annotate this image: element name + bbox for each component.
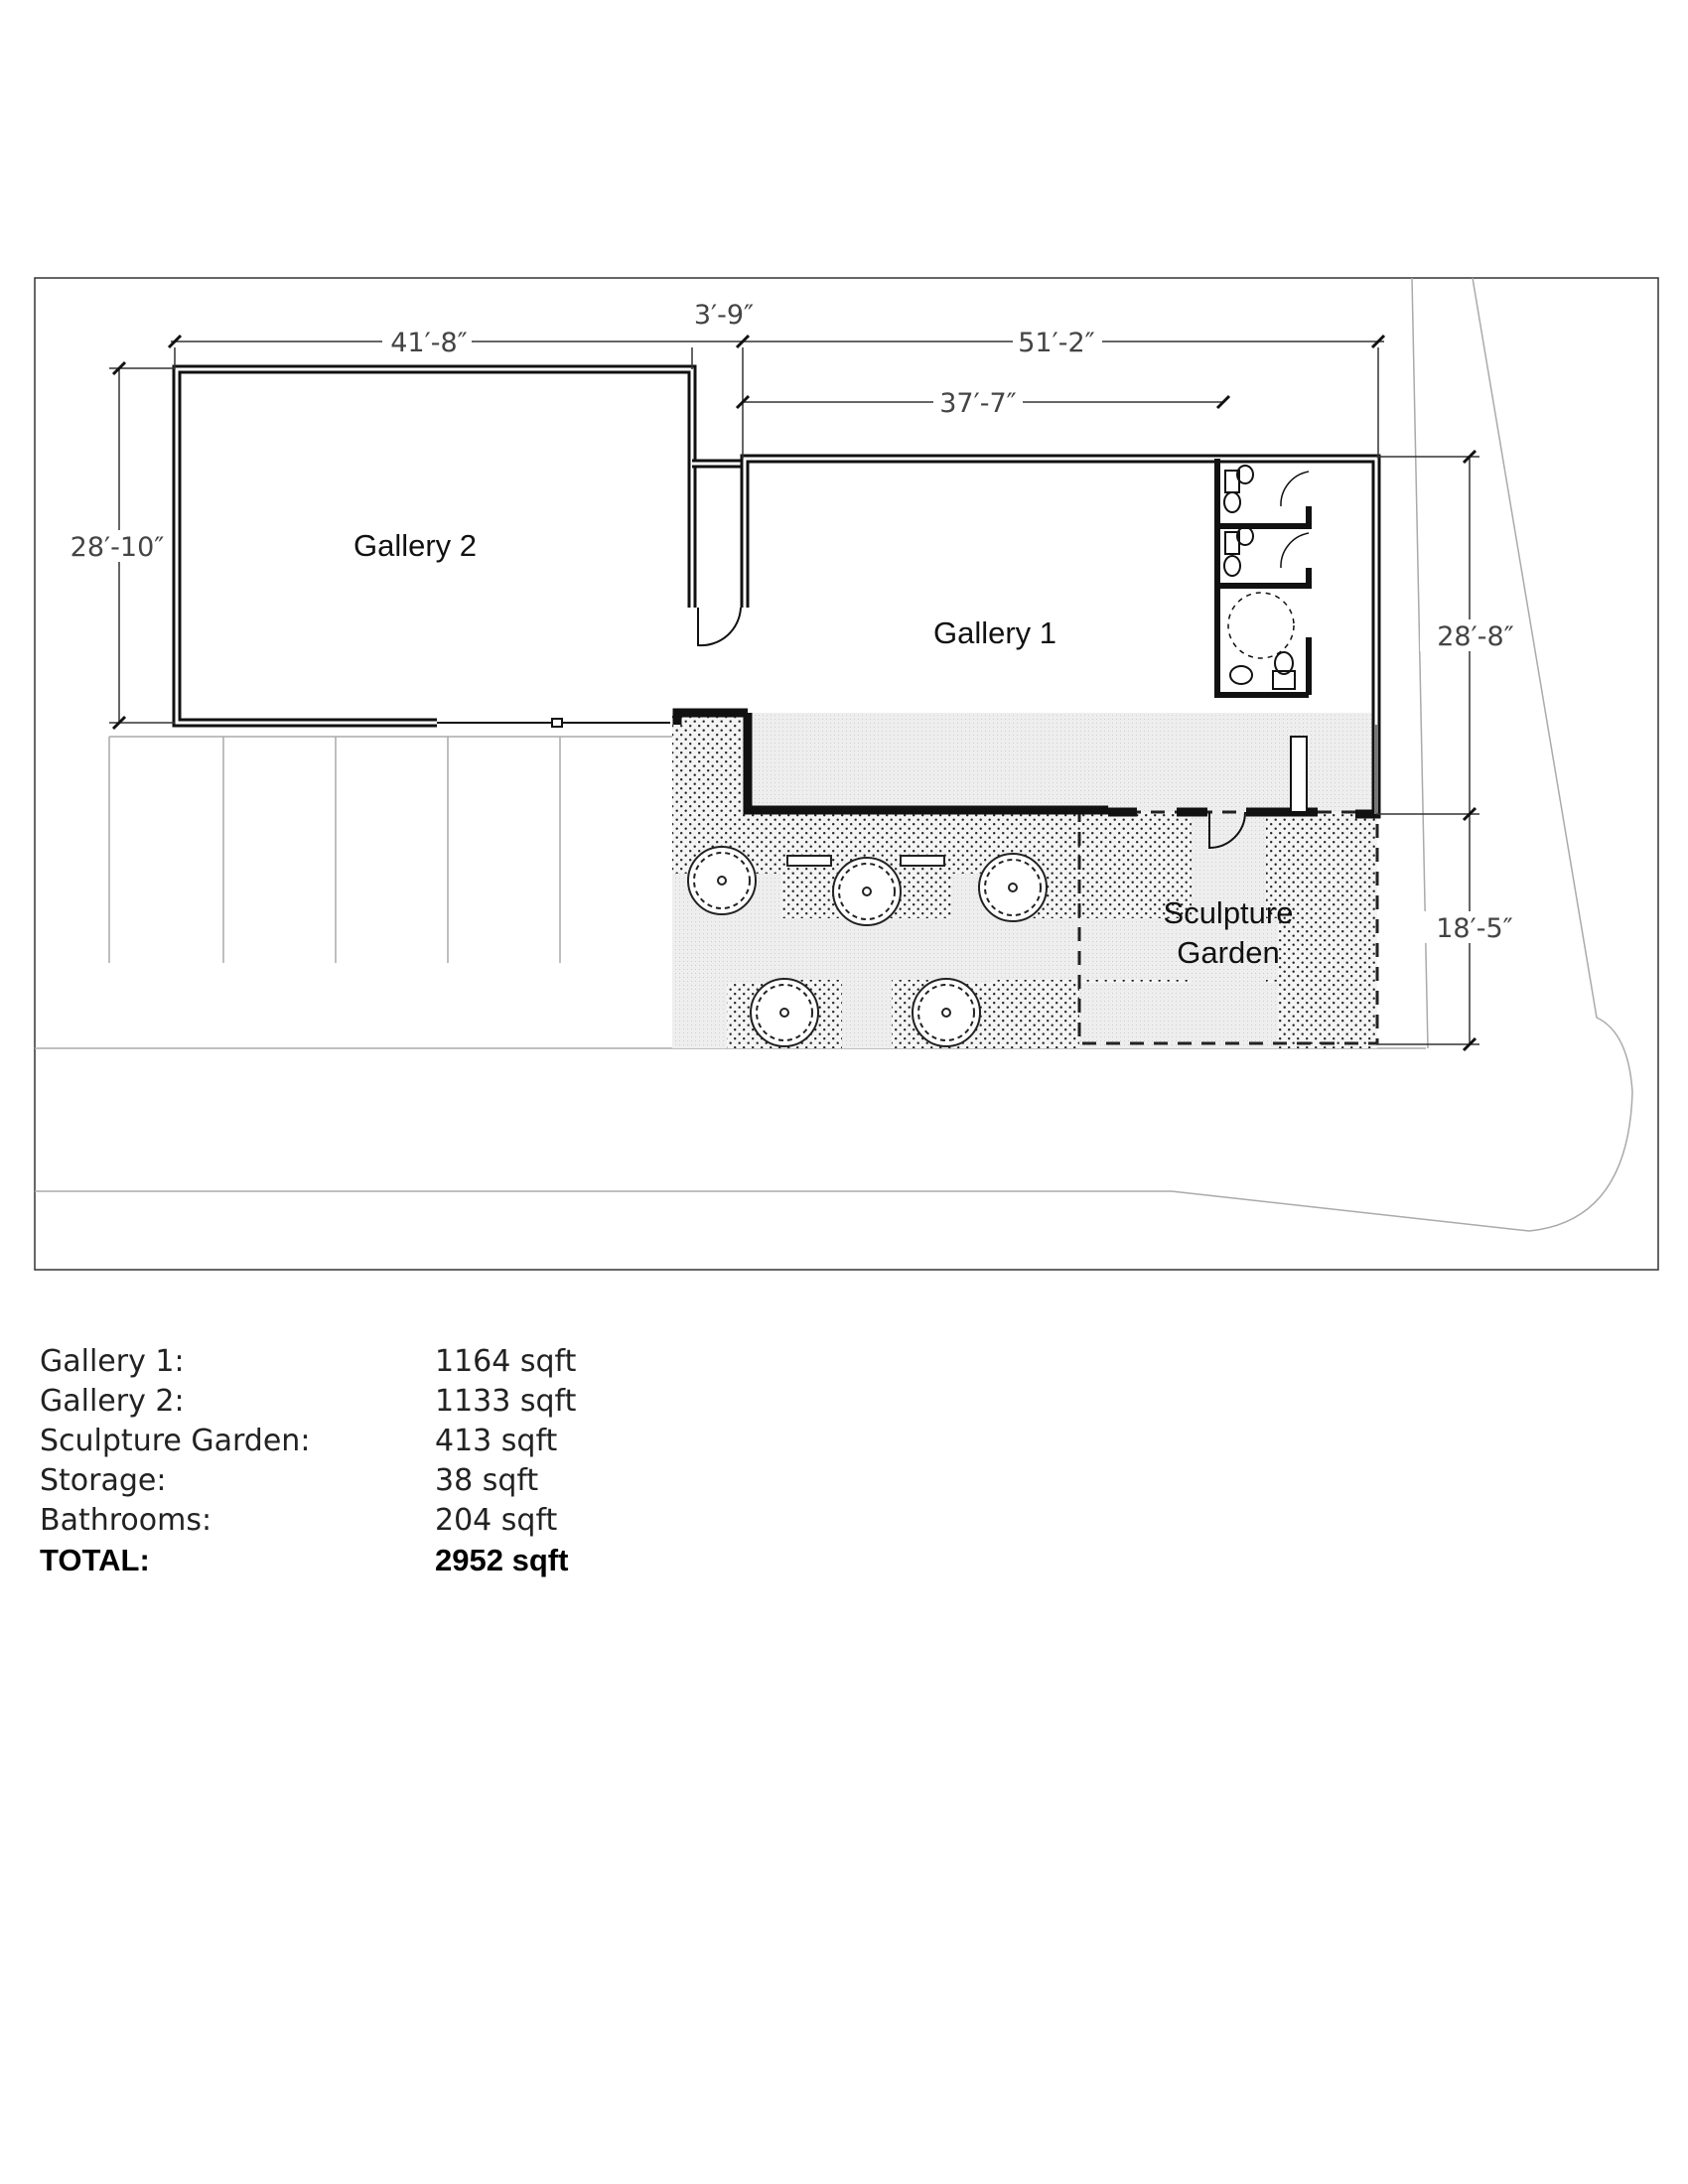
tree (979, 854, 1047, 921)
area-value: 413 sqft (435, 1424, 558, 1458)
storage-wall (692, 464, 745, 608)
tree (833, 858, 901, 925)
sink-icon (1230, 666, 1252, 684)
dim-storage-width: 3′-9″ (693, 300, 755, 331)
storage-nook (1291, 737, 1307, 812)
dim-garden-depth: 18′-5″ (1436, 913, 1513, 944)
area-summary (40, 1342, 715, 1580)
dim-gallery2-width: 41′-8″ (390, 328, 468, 358)
bench (901, 856, 944, 866)
walkway (842, 918, 892, 1048)
area-label: Bathrooms: (40, 1503, 212, 1538)
area-label: Gallery 1: (40, 1344, 185, 1379)
area-row (40, 1461, 715, 1501)
area-row (40, 1501, 715, 1541)
toilet-icon (1273, 652, 1295, 689)
room-label-sculpture-garden: Sculpture (1163, 895, 1294, 930)
area-label: Gallery 2: (40, 1384, 185, 1419)
total-label: TOTAL: (40, 1543, 150, 1577)
area-label: Sculpture Garden: (40, 1424, 311, 1458)
walkway (781, 918, 1079, 980)
area-row (40, 1382, 715, 1422)
area-row (40, 1422, 715, 1461)
storage-door (698, 608, 741, 645)
turning-circle (1228, 593, 1294, 658)
dim-gallery2-depth: 28′-10″ (70, 532, 165, 563)
room-label-gallery2: Gallery 2 (352, 528, 478, 563)
room-label-sculpture-garden: Garden (1177, 935, 1280, 970)
area-row (40, 1342, 715, 1382)
total-value: 2952 sqft (435, 1543, 569, 1577)
dim-gallery1-depth: 28′-8″ (1437, 621, 1514, 652)
tree (688, 847, 756, 914)
tree (751, 979, 818, 1046)
walkway (1079, 983, 1278, 1048)
dim-gallery1-inner-width: 37′-7″ (939, 388, 1017, 419)
area-value: 204 sqft (435, 1503, 558, 1538)
area-value: 1164 sqft (435, 1344, 577, 1379)
tree (913, 979, 980, 1046)
area-label: Storage: (40, 1463, 167, 1498)
bathrooms (1217, 459, 1309, 695)
area-total-row (40, 1541, 715, 1580)
area-value: 38 sqft (435, 1463, 539, 1498)
room-label-gallery1: Gallery 1 (932, 615, 1057, 650)
dim-gallery1-width: 51′-2″ (1018, 328, 1095, 358)
area-value: 1133 sqft (435, 1384, 577, 1419)
bench (787, 856, 831, 866)
